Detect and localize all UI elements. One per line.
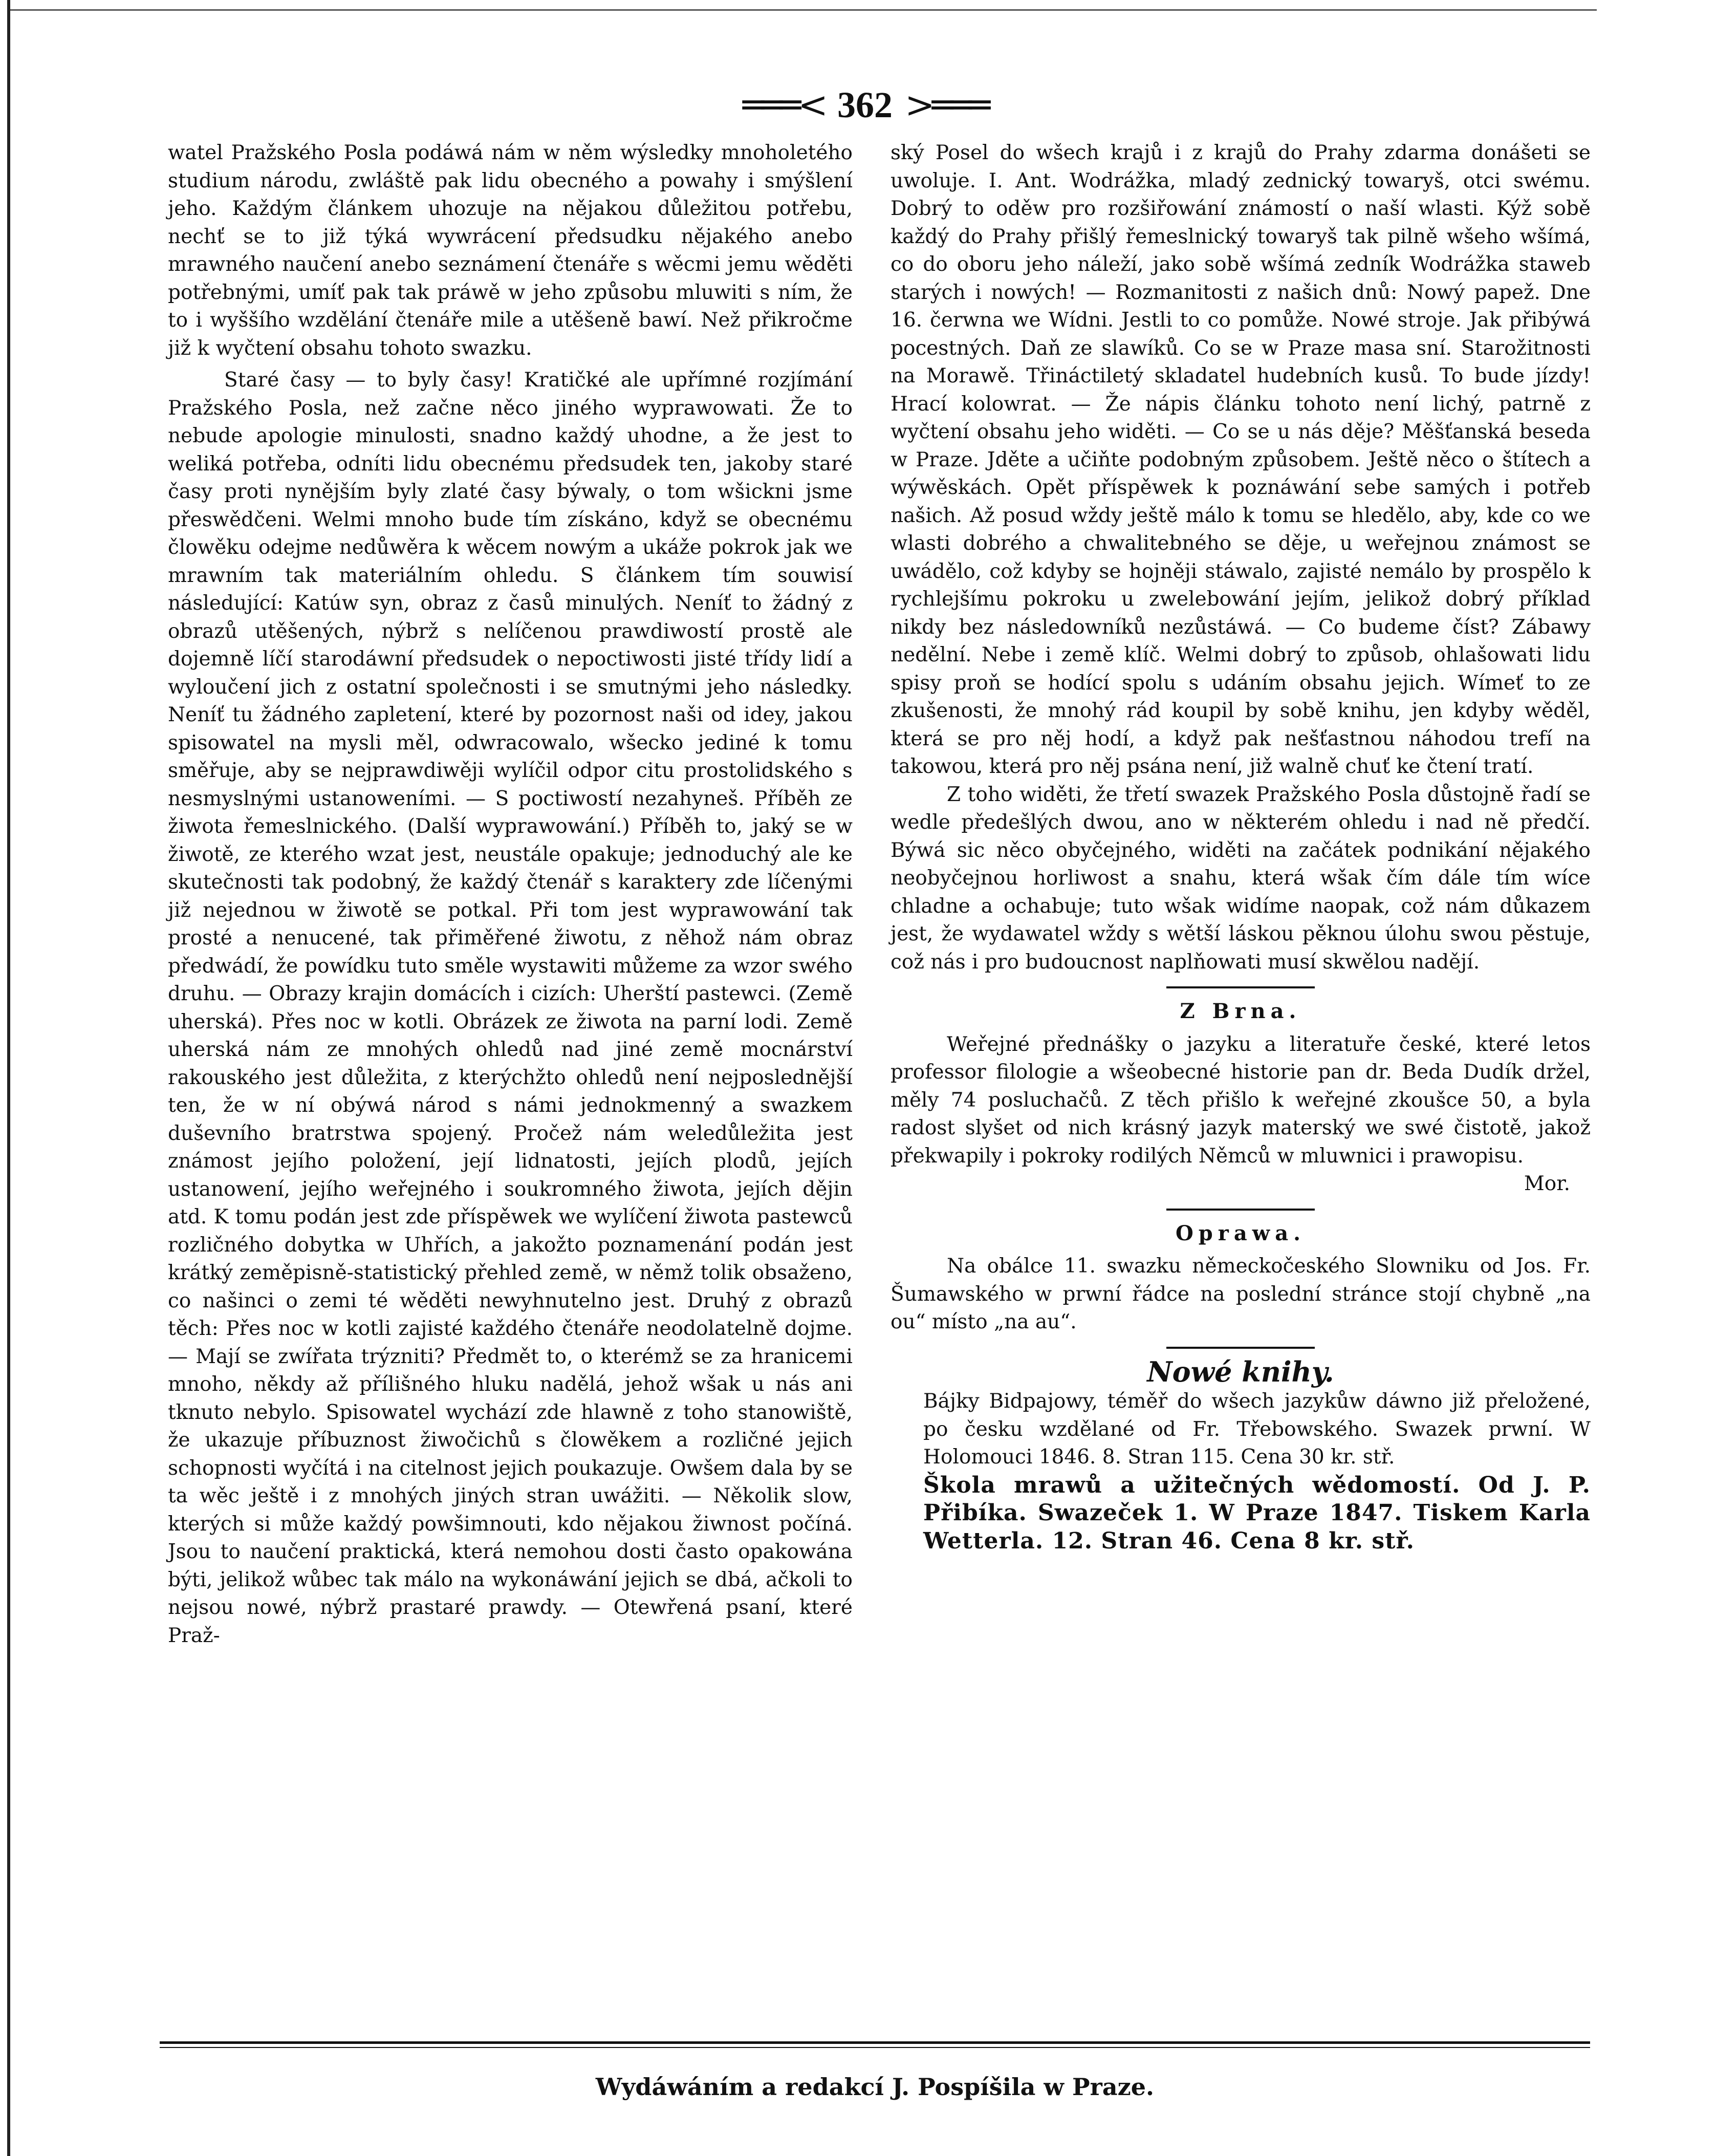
left-paragraph-1: watel Pražského Posla podáwá nám w něm wýsledky mnoholetého studium národu, zwláště pak lidu obecného a powahy i smýšlení jeho. Každým článkem uhozuje na nějakou důležitou potřebu, nechť se to již týká wywrácení předsudku nějakého anebo mrawného naučení anebo seznámení čtenáře s wěcmi jemu wěděti potřebnými, umíť pak tak práwě w jeho způsobu mluwiti s ním, že to i wyššího wzdělání čtenáře mile a utěšeně bawí. Než přikročme již k wyčtení obsahu tohoto swazku. xyxy=(168,141,853,360)
right-column xyxy=(890,139,1591,1555)
left-column xyxy=(168,139,853,1650)
ornament-right: >═══ xyxy=(905,84,988,126)
brno-text: Weřejné přednášky o jazyku a literatuře české, které letos professor filologie a wšeobecné historie pan dr. Beda Dudík držel, měly 74 posluchačů. Z těch přišlo k weřejné zkoušce 50, a byla radost slyšet od nich krásný jazyk materský we swé čistotě, jakož překwapily i pokroky rodilých Němců w mluwnici i prawopisu. xyxy=(890,1032,1591,1168)
page-top-edge xyxy=(10,9,1597,11)
section-divider xyxy=(1166,1209,1315,1211)
left-paragraph-2: Staré časy — to byly časy! Kratičké ale upřímné rozjímání Pražského Posla, než začne něco jiného wyprawowati. Že to nebude apologie minulosti, snadno každý uhodne, a že jest to weliká potřeba, odníti lidu obecnému předsudek ten, jakoby staré časy proti nynějším byly zlaté časy býwaly, o tom wšickni jsme přeswědčeni. Welmi mnoho bude tím získáno, když se obecnému člowěku odejme nedůwěra k wěcem nowým a ukáže pokrok jak we mrawním tak materiálním ohledu. S článkem tím souwisí následující: Katúw syn, obraz z časů minulých. Neníť to žádný z obrazů utěšených, nýbrž s nelíčenou prawdiwostí prostě ale dojemně líčí starodáwní předsudek o nepoctiwosti jisté třídy lidí a wyloučení jich z ostatní společnosti i se smutnými jeho následky. Neníť tu žádného zapletení, které by pozornost naši od idey, jakou spisowatel na mysli měl, odwracowalo, wšecko jediné k tomu směřuje, aby se nejprawdiwěji wylíčil odpor citu prostolidského s nesmyslnými ustanoweními. — S poctiwostí nezahyneš. Příběh ze žiwota řemeslnického. (Další wyprawowání.) Příběh to, jaký se w žiwotě, ze kterého wzat jest, neustále opakuje; jednoduchý ale ke skutečnosti tak podobný, že každý čtenář s karaktery zde líčenými již nejednou w žiwotě se potkal. Při tom jest wyprawowání tak prosté a nenucené, tak přiměřené žiwotu, z něhož nám obraz předwádí, že powídku tuto směle wystawiti můžeme za wzor swého druhu. — Obrazy krajin domácích i cizích: Uherští pastewci. (Země uherská). Přes noc w kotli. Obrázek ze žiwota na parní lodi. Země uherská nám ze mnohých ohledů nad jiné země mocnárství rakouského jest důležita, z kterýchžto ohledů není nejposlednější ten, že w ní obýwá národ s námi jednokmenný a swazkem duševního bratrstwa spojený. Pročež nám weledůležita jest známost jejího položení, její lidnatosti, jejích plodů, jejích ustanowení, jejího weřejného i soukromného žiwota, jejích dějin atd. K tomu podán jest zde příspěwek we wylíčení žiwota pastewců rozličného dobytka w Uhřích, a jakožto poznamenání podán jest krátký zeměpisně-statistický přehled země, w němž tolik obsaženo, co našinci o zemi té wěděti newyhnutelno jest. Druhý z obrazů těch: Přes noc w kotli zajisté každého čtenáře neodolatelně dojme. — Mají se zwířata trýzniti? Předmět to, o kterémž se za hranicemi mnoho, někdy až přílišného hluku nadělá, jehož wšak u nás ani tknuto nebylo. Spisowatel wychází zde hlawně z toho stanowiště, že ukazuje příbuznost žiwočichů s člowěkem a rozličné jejich schopnosti wyčítá i na citelnost jejich poukazuje. Owšem dala by se ta wěc ještě i z mnohých jiných stran uwážiti. — Několik slow, kterých si může každý powšimnouti, kdo nějakou žiwnost počíná. Jsou to naučení praktická, která nemohou dosti často opakowána býti, jelikož wůbec tak málo na wykonáwání jejich se dbá, ačkoli to nejsou nowé, nýbrž prastaré prawdy. — Otewřená psaní, které Praž- xyxy=(168,369,853,1647)
footer-rule-thin xyxy=(160,2047,1590,2048)
page-number: 362 xyxy=(837,84,893,125)
new-books-heading: Nowé knihy. xyxy=(1147,1355,1334,1388)
book-item: Bájky Bidpajowy, téměř do wšech jazykůw dáwno již přeložené, po česku wzdělané od Fr. Třebowského. Swazek prwní. W Holomouci 1846. 8. Stran 115. Cena 30 kr. stř. xyxy=(923,1390,1591,1469)
page-edge xyxy=(7,0,10,2156)
imprint-footer: Wydáwáním a redakcí J. Pospíšila w Praze. xyxy=(595,2073,1155,2101)
book-item: Škola mrawů a užitečných wědomostí. Od J. P. Přibíka. Swazeček 1. W Praze 1847. Tiskem Karla Wetterla. 12. Stran 46. Cena 8 kr. stř. xyxy=(923,1472,1591,1554)
brno-heading: Z Brna. xyxy=(1180,999,1301,1023)
right-paragraph-2: Z toho widěti, že třetí swazek Pražského Posla důstojně řadí se wedle předešlých dwou, ano w některém ohledu i nad ně předčí. Býwá sic něco obyčejného, widěti na začátek podnikání nějakého neobyčejnou horliwost a snahu, která wšak čím dále tím wíce chladne a ochabuje; tuto wšak widíme naopak, což nám důkazem jest, že wydawatel wždy s wětší láskou pěknou úlohu swou pěstuje, což nás i pro budoucnost naplňowati musí skwělou nadějí. xyxy=(890,783,1591,974)
oprawa-text: Na obálce 11. swazku německočeského Slowniku od Jos. Fr. Šumawského w prwní řádce na poslední stránce stojí chybně „na ou“ místo „na au“. xyxy=(890,1255,1591,1333)
right-paragraph-1: ský Posel do wšech krajů i z krajů do Prahy zdarma donášeti se uwoluje. I. Ant. Wodrážka, mladý zednický towaryš, otci swému. Dobrý to oděw pro rozšiřowání známostí o naší wlasti. Kýž sobě každý do Prahy přišlý řemeslnický towaryš tak pilně wšeho wšímá, co do oboru jeho náleží, jako sobě wšímá zedník Wodrážka staweb starých i nowých! — Rozmanitosti z našich dnů: Nowý papež. Dne 16. čerwna we Wídni. Jestli to co pomůže. Nowé stroje. Jak přibýwá pocestných. Daň ze slawíků. Co se w Praze masa sní. Starožitnosti na Morawě. Třináctiletý skladatel hudebních kusů. To bude jízdy! Hrací kolowrat. — Že nápis článku tohoto není lichý, patrně z wyčtení obsahu jeho widěti. — Co se u nás děje? Měšťanská beseda w Praze. Jděte a učiňte podobným způsobem. Ještě něco o štítech a wýwěskách. Opět příspěwek k poznáwání sebe samých i potřeb našich. Až posud wždy ještě málo k tomu se hledělo, aby, kde co we wlasti dobrého a chwalitebného se děje, u weřejnou známost se uwádělo, což kdyby se hojněji stáwalo, zajisté nemálo by prospělo k rychlejšímu pokroku u zwelebowání jejím, jelikož dobrý příklad nikdy bez následowníků nezůstáwá. — Co budeme číst? Zábawy nedělní. Nebe i země klíč. Welmi dobrý to způsob, ohlašowati lidu spisy proň se hodící spolu s udáním obsahu jejich. Wímeť to ze zkušenosti, že mnohý rád koupil by sobě knihu, jen kdyby wěděl, která se pro něj hodí, a když pak nešťastnou náhodou trefí na takowou, která pro něj psána není, již walně chuť ke čtení tratí. xyxy=(890,141,1591,778)
section-divider xyxy=(1166,1347,1315,1349)
footer-rule xyxy=(160,2041,1590,2044)
page-header xyxy=(154,77,1576,133)
oprawa-heading: Oprawa. xyxy=(1175,1221,1306,1245)
section-divider xyxy=(1166,986,1315,988)
ornament-left: ═══< xyxy=(742,84,825,126)
brno-signature: Mor. xyxy=(1524,1172,1570,1195)
